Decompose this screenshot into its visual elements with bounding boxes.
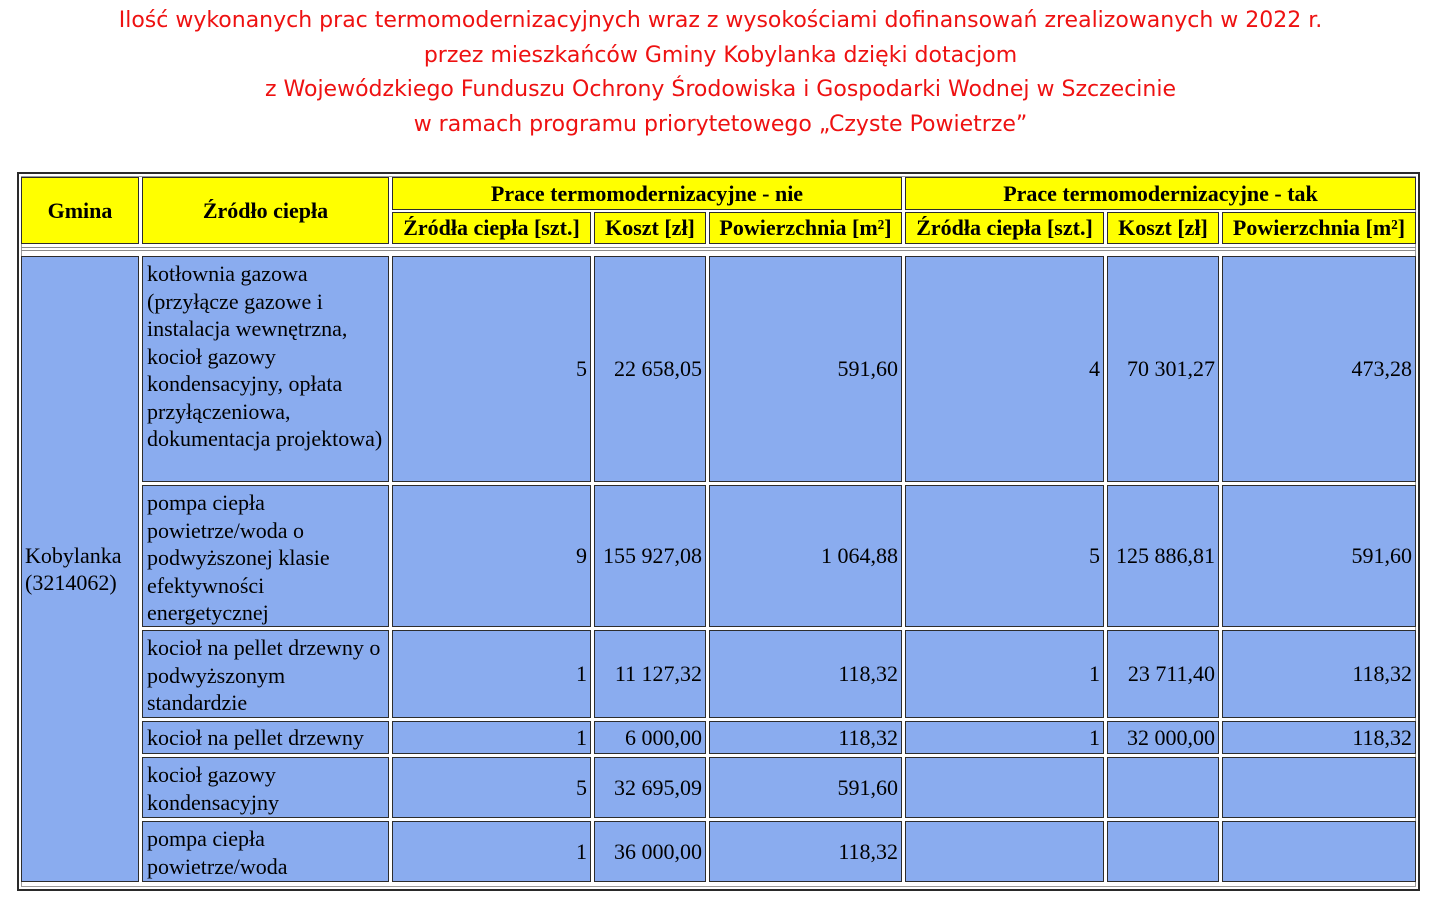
header-group-tak: Prace termomodernizacyjne - tak	[905, 177, 1416, 210]
header-tak-powierzchnia: Powierzchnia [m²]	[1222, 212, 1416, 244]
row-3-zrodlo: kocioł na pellet drzewny o podwyższonym standardzie	[142, 630, 389, 718]
row-5-nie-szt: 5	[392, 757, 591, 818]
row-2-nie-szt: 9	[392, 485, 591, 627]
row-2-tak-szt: 5	[905, 485, 1104, 627]
header-gmina: Gmina	[21, 177, 139, 244]
header-separator-bottom	[21, 250, 1416, 251]
header-group-nie: Prace termomodernizacyjne - nie	[392, 177, 902, 210]
row-4-nie-pow: 118,32	[709, 721, 902, 754]
header-nie-koszt: Koszt [zł]	[594, 212, 706, 244]
header-tak-koszt: Koszt [zł]	[1107, 212, 1219, 244]
row-6-zrodlo: pompa ciepła powietrze/woda	[142, 821, 389, 882]
row-2-tak-pow: 591,60	[1222, 485, 1416, 627]
row-2-nie-pow: 1 064,88	[709, 485, 902, 627]
row-3-nie-pow: 118,32	[709, 630, 902, 718]
gmina-cell	[21, 256, 139, 882]
row-4-tak-szt: 1	[905, 721, 1104, 754]
row-4-nie-koszt: 6 000,00	[594, 721, 706, 754]
row-1-tak-pow: 473,28	[1222, 256, 1416, 482]
row-5-tak-szt	[905, 757, 1104, 818]
row-5-tak-pow	[1222, 757, 1416, 818]
row-6-tak-szt	[905, 821, 1104, 882]
row-6-tak-koszt	[1107, 821, 1219, 882]
title-line-3: z Wojewódzkiego Funduszu Ochrony Środowiska i Gospodarki Wodnej w Szczecinie	[264, 77, 1176, 102]
row-1-nie-koszt: 22 658,05	[594, 256, 706, 482]
row-5-zrodlo: kocioł gazowy kondensacyjny	[142, 757, 389, 818]
row-1-tak-koszt: 70 301,27	[1107, 256, 1219, 482]
row-5-nie-koszt: 32 695,09	[594, 757, 706, 818]
page-title	[0, 4, 1441, 142]
row-3-nie-koszt: 11 127,32	[594, 630, 706, 718]
header-nie-powierzchnia: Powierzchnia [m²]	[709, 212, 902, 244]
row-4-tak-pow: 118,32	[1222, 721, 1416, 754]
row-4-nie-szt: 1	[392, 721, 591, 754]
row-6-tak-pow	[1222, 821, 1416, 882]
gmina-name: Kobylanka	[25, 542, 122, 568]
row-3-tak-koszt: 23 711,40	[1107, 630, 1219, 718]
title-line-2: przez mieszkańców Gminy Kobylanka dzięki dotacjom	[423, 42, 1018, 68]
row-2-nie-koszt: 155 927,08	[594, 485, 706, 627]
row-2-zrodlo: pompa ciepła powietrze/woda o podwyższonej klasie efektywności energetycznej	[142, 485, 389, 627]
row-4-tak-koszt: 32 000,00	[1107, 721, 1219, 754]
row-3-tak-pow: 118,32	[1222, 630, 1416, 718]
row-6-nie-pow: 118,32	[709, 821, 902, 882]
row-1-tak-szt: 4	[905, 256, 1104, 482]
row-5-nie-pow: 591,60	[709, 757, 902, 818]
header-nie-zrodla-szt: Źródła ciepła [szt.]	[392, 212, 591, 244]
title-line-4: w ramach programu priorytetowego „Czyste Powietrze”	[413, 111, 1028, 137]
row-2-tak-koszt: 125 886,81	[1107, 485, 1219, 627]
row-1-zrodlo: kotłownia gazowa (przyłącze gazowe i instalacja wewnętrzna, kocioł gazowy kondensacyjny, opłata przyłączeniowa, dokumentacja projektowa)	[142, 256, 389, 482]
title-line-1: Ilość wykonanych prac termomodernizacyjnych wraz z wysokościami dofinansowań zrealizowanych w 2022 r.	[118, 8, 1323, 33]
header-zrodlo-ciepla: Źródło ciepła	[142, 177, 389, 244]
row-1-nie-pow: 591,60	[709, 256, 902, 482]
row-3-nie-szt: 1	[392, 630, 591, 718]
row-6-nie-szt: 1	[392, 821, 591, 882]
header-separator-top	[21, 247, 1416, 248]
row-3-tak-szt: 1	[905, 630, 1104, 718]
header-tak-zrodla-szt: Źródła ciepła [szt.]	[905, 212, 1104, 244]
row-4-zrodlo: kocioł na pellet drzewny	[142, 721, 389, 754]
row-1-nie-szt: 5	[392, 256, 591, 482]
row-5-tak-koszt	[1107, 757, 1219, 818]
gmina-code: (3214062)	[25, 570, 117, 595]
row-6-nie-koszt: 36 000,00	[594, 821, 706, 882]
